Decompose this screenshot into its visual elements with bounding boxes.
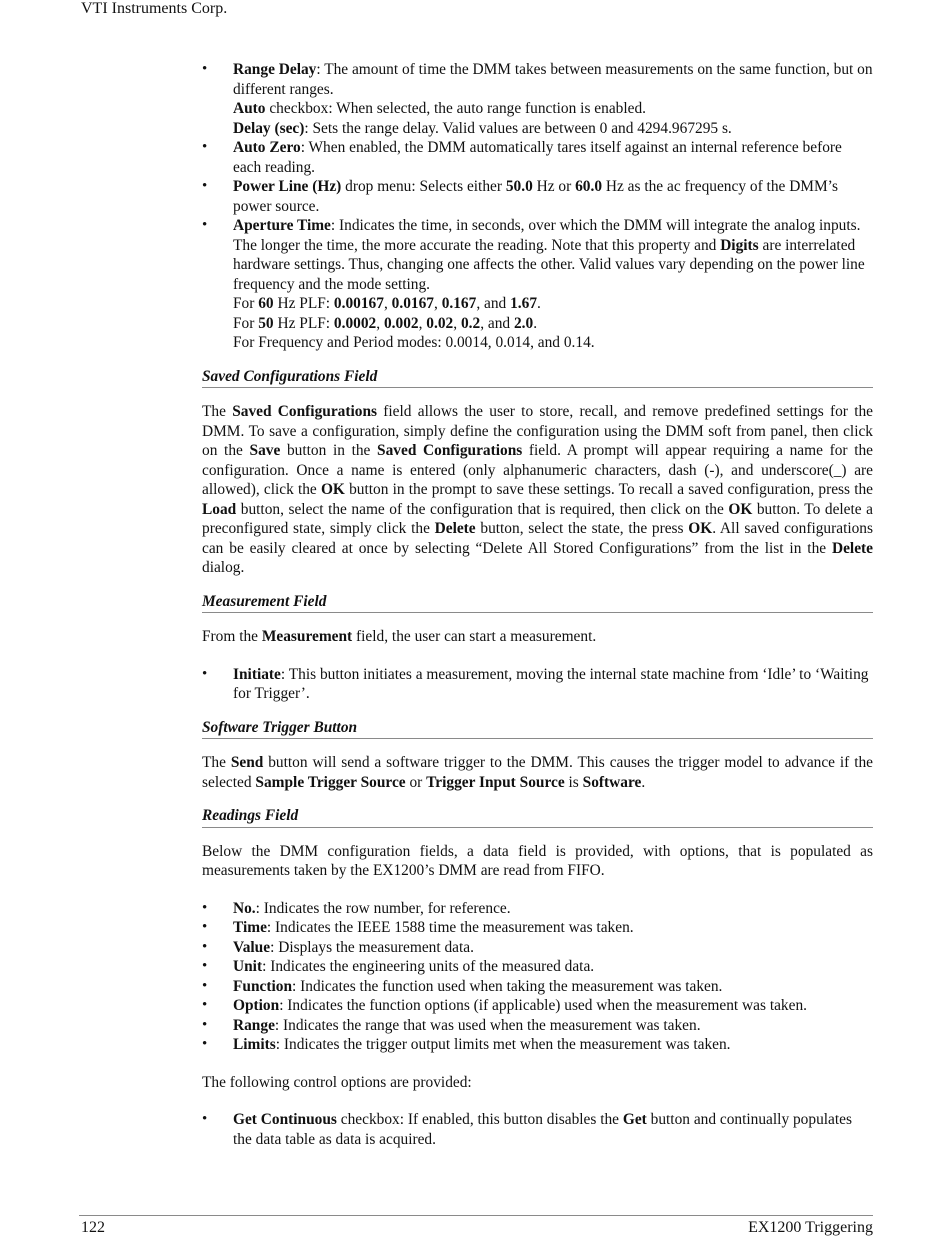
list-item [202,1035,873,1055]
text-run: Below the DMM configuration fields, a data field is provided, with options, that is populated as measurements taken by the EX1200’s DMM are read from FIFO. [202,842,873,879]
bold-term: No. [233,899,256,917]
text-run: For [233,295,259,312]
saved-configurations-paragraph [202,402,873,578]
bold-term: Time [233,919,267,936]
text-run: Hz or [532,178,576,195]
controls-intro: The following control options are provided: [202,1073,472,1091]
list-item-line [233,60,873,99]
bold-term: Range Delay [233,61,317,78]
bold-term: Initiate [233,665,281,683]
list-item [202,1016,873,1036]
text-run: button in the prompt to save these settings. To recall a saved configuration, press the [344,481,873,498]
running-header-company: VTI Instruments Corp. [81,0,228,17]
bold-term: Digits [720,236,759,254]
text-run: button. To delete a preconfigured state, simply click the [202,500,873,537]
text-run: For Frequency and Period modes: 0.0014, 0.014, and 0.14. [233,334,595,351]
bold-term: 50.0 [505,178,533,195]
text-run: : Indicates the function options (if applicable) used when the measurement was taken. [279,997,808,1014]
text-run: Hz as the ac frequency of the DMM’s power source. [233,178,838,215]
footer-section-title: EX1200 Triggering [748,1219,873,1236]
bold-term: Send [230,754,264,771]
page-body [202,60,873,1149]
text-run: : Indicates the trigger output limits met when the measurement was taken. [275,1036,731,1053]
text-run: . [533,314,538,332]
bold-term: Trigger Input Source [426,773,565,791]
list-item [202,665,873,704]
text-run: . All saved configurations can be easily cleared at once by selecting “Delete All Stored Configurations” from the list in the [202,520,873,557]
bold-term: Auto Zero [233,139,301,156]
text-run: : When enabled, the DMM automatically tares itself against an internal reference before each reading. [233,139,842,176]
bold-term: Saved Configurations [232,403,378,420]
text-run: , [418,314,427,332]
bold-term: Range [233,1016,275,1034]
list-item-line [233,294,873,314]
list-item [202,216,873,353]
text-run: are interrelated hardware settings. Thus, changing one affects the other. Valid values vary depending on the power line frequency and the mode setting. [233,236,865,293]
text-run: : Indicates the range that was used when the measurement was taken. [274,1016,701,1034]
text-run: : This button initiates a measurement, moving the internal state machine from ‘Idle’ to ‘Waiting for Trigger’. [233,665,869,702]
text-run: : Indicates the time, in seconds, over which the DMM will integrate the analog inputs. The longer the time, the more accurate the reading. Note that this property and [233,217,861,254]
text-run: button, select the state, the press [475,520,689,537]
bold-term: Aperture Time [233,217,331,234]
text-run: : Indicates the function used when taking the measurement was taken. [292,977,723,995]
bold-term: Power Line (Hz) [233,178,342,195]
settings-list [202,60,873,353]
text-run: , [376,314,384,332]
bold-term: OK [320,481,345,498]
bold-term: 0.00167 [333,295,384,312]
text-run: . [641,773,646,791]
text-run: dialog. [202,559,245,576]
bold-term: 50 [258,314,274,332]
text-run: : Indicates the IEEE 1588 time the measurement was taken. [266,919,634,936]
list-item [202,938,873,958]
bold-term: Limits [233,1036,276,1053]
text-run: button will send a software trigger to the DMM. This causes the trigger model to advance if the selected [202,754,873,791]
list-item-line [233,314,873,334]
list-item-line [233,177,873,216]
text-run: The [202,403,233,420]
text-run: is [564,773,583,791]
list-item [202,957,873,977]
text-run: , [453,314,461,332]
measurement-paragraph [202,627,873,647]
text-run: field allows the user to store, recall, and remove predefined settings for the DMM. To save a configuration, simply define the configuration using the DMM soft from panel, then click on the [202,403,873,459]
page-number: 122 [81,1219,105,1236]
bold-term: Delete [831,539,873,557]
text-run: : Indicates the engineering units of the measured data. [262,958,595,975]
bold-term: Unit [233,958,263,975]
list-item-line [233,99,873,119]
text-run: Hz PLF: [273,314,334,332]
bold-term: Delete [434,520,476,537]
controls-list [202,1110,873,1149]
list-item [202,138,873,177]
list-item-line [233,333,873,353]
bold-term: Save [249,442,281,459]
list-item [202,1110,873,1149]
bold-term: Option [233,997,280,1014]
text-run: checkbox: If enabled, this button disables the [336,1111,623,1128]
bold-term: Delay (sec) [233,119,305,137]
readings-column-list [202,899,873,1055]
text-run: field. A prompt will appear requiring a name for the configuration. Once a name is entered (only alphanumeric characters, dash (-), and underscore(_) are allowed), click the [202,442,874,498]
text-run: button in the [280,442,378,459]
bold-term: OK [728,500,753,518]
text-run: , and [480,314,514,332]
text-run: field, the user can start a measurement. [352,628,597,645]
text-run: : Displays the measurement data. [270,938,474,956]
list-item [202,977,873,997]
text-run: , [433,295,442,312]
bold-term: Measurement [261,628,353,645]
bold-term: 0.0167 [391,295,434,312]
list-item [202,918,873,938]
bold-term: 2.0 [513,314,534,332]
bold-term: 0.02 [426,314,454,332]
bold-term: Sample Trigger Source [255,773,406,791]
text-run: The [202,754,231,771]
bold-term: 0.2 [460,314,481,332]
footer-rule [79,1215,873,1216]
text-run: . [537,295,541,312]
bold-term: Get [622,1111,647,1128]
measurement-heading: Measurement Field [202,592,873,614]
text-run: or [405,773,427,791]
bold-term: Value [233,938,271,956]
bold-term: 60.0 [575,178,603,195]
text-run: drop menu: Selects either [341,178,506,195]
bold-term: 0.167 [441,295,477,312]
bold-term: Get Continuous [233,1111,337,1128]
text-run: Hz PLF: [273,295,334,312]
bold-term: Software [582,773,642,791]
text-run: : The amount of time the DMM takes between measurements on the same function, but on different ranges. [233,61,873,98]
software-trigger-paragraph [202,753,873,792]
text-run: checkbox: When selected, the auto range function is enabled. [265,100,646,117]
text-run: , and [476,295,511,312]
list-item-line [233,216,873,294]
text-run: : Sets the range delay. Valid values are between 0 and 4294.967295 s. [304,119,732,137]
list-item [202,177,873,216]
text-run: button and continually populates the data table as data is acquired. [233,1111,852,1148]
list-item [202,899,873,919]
software-trigger-heading: Software Trigger Button [202,718,873,740]
bold-term: 60 [258,295,274,312]
bold-term: Function [233,977,293,995]
text-run: , [383,295,392,312]
bold-term: OK [688,520,713,537]
bold-term: Auto [233,100,266,117]
readings-paragraph [202,842,873,881]
bold-term: Saved Configurations [377,442,523,459]
bold-term: 0.0002 [333,314,377,332]
list-item-line [233,119,873,139]
text-run: button, select the name of the configuration that is required, then click on the [236,500,729,518]
list-item-line [233,138,873,177]
text-run: : Indicates the row number, for reference. [255,899,511,917]
list-item [202,60,873,138]
list-item [202,996,873,1016]
saved-configurations-heading: Saved Configurations Field [202,367,873,389]
text-run: From the [202,628,262,645]
bold-term: 0.002 [383,314,419,332]
readings-heading: Readings Field [202,806,873,828]
bold-term: 1.67 [510,295,538,312]
text-run: For [233,314,259,332]
bold-term: Load [202,500,237,518]
measurement-list [202,665,873,704]
